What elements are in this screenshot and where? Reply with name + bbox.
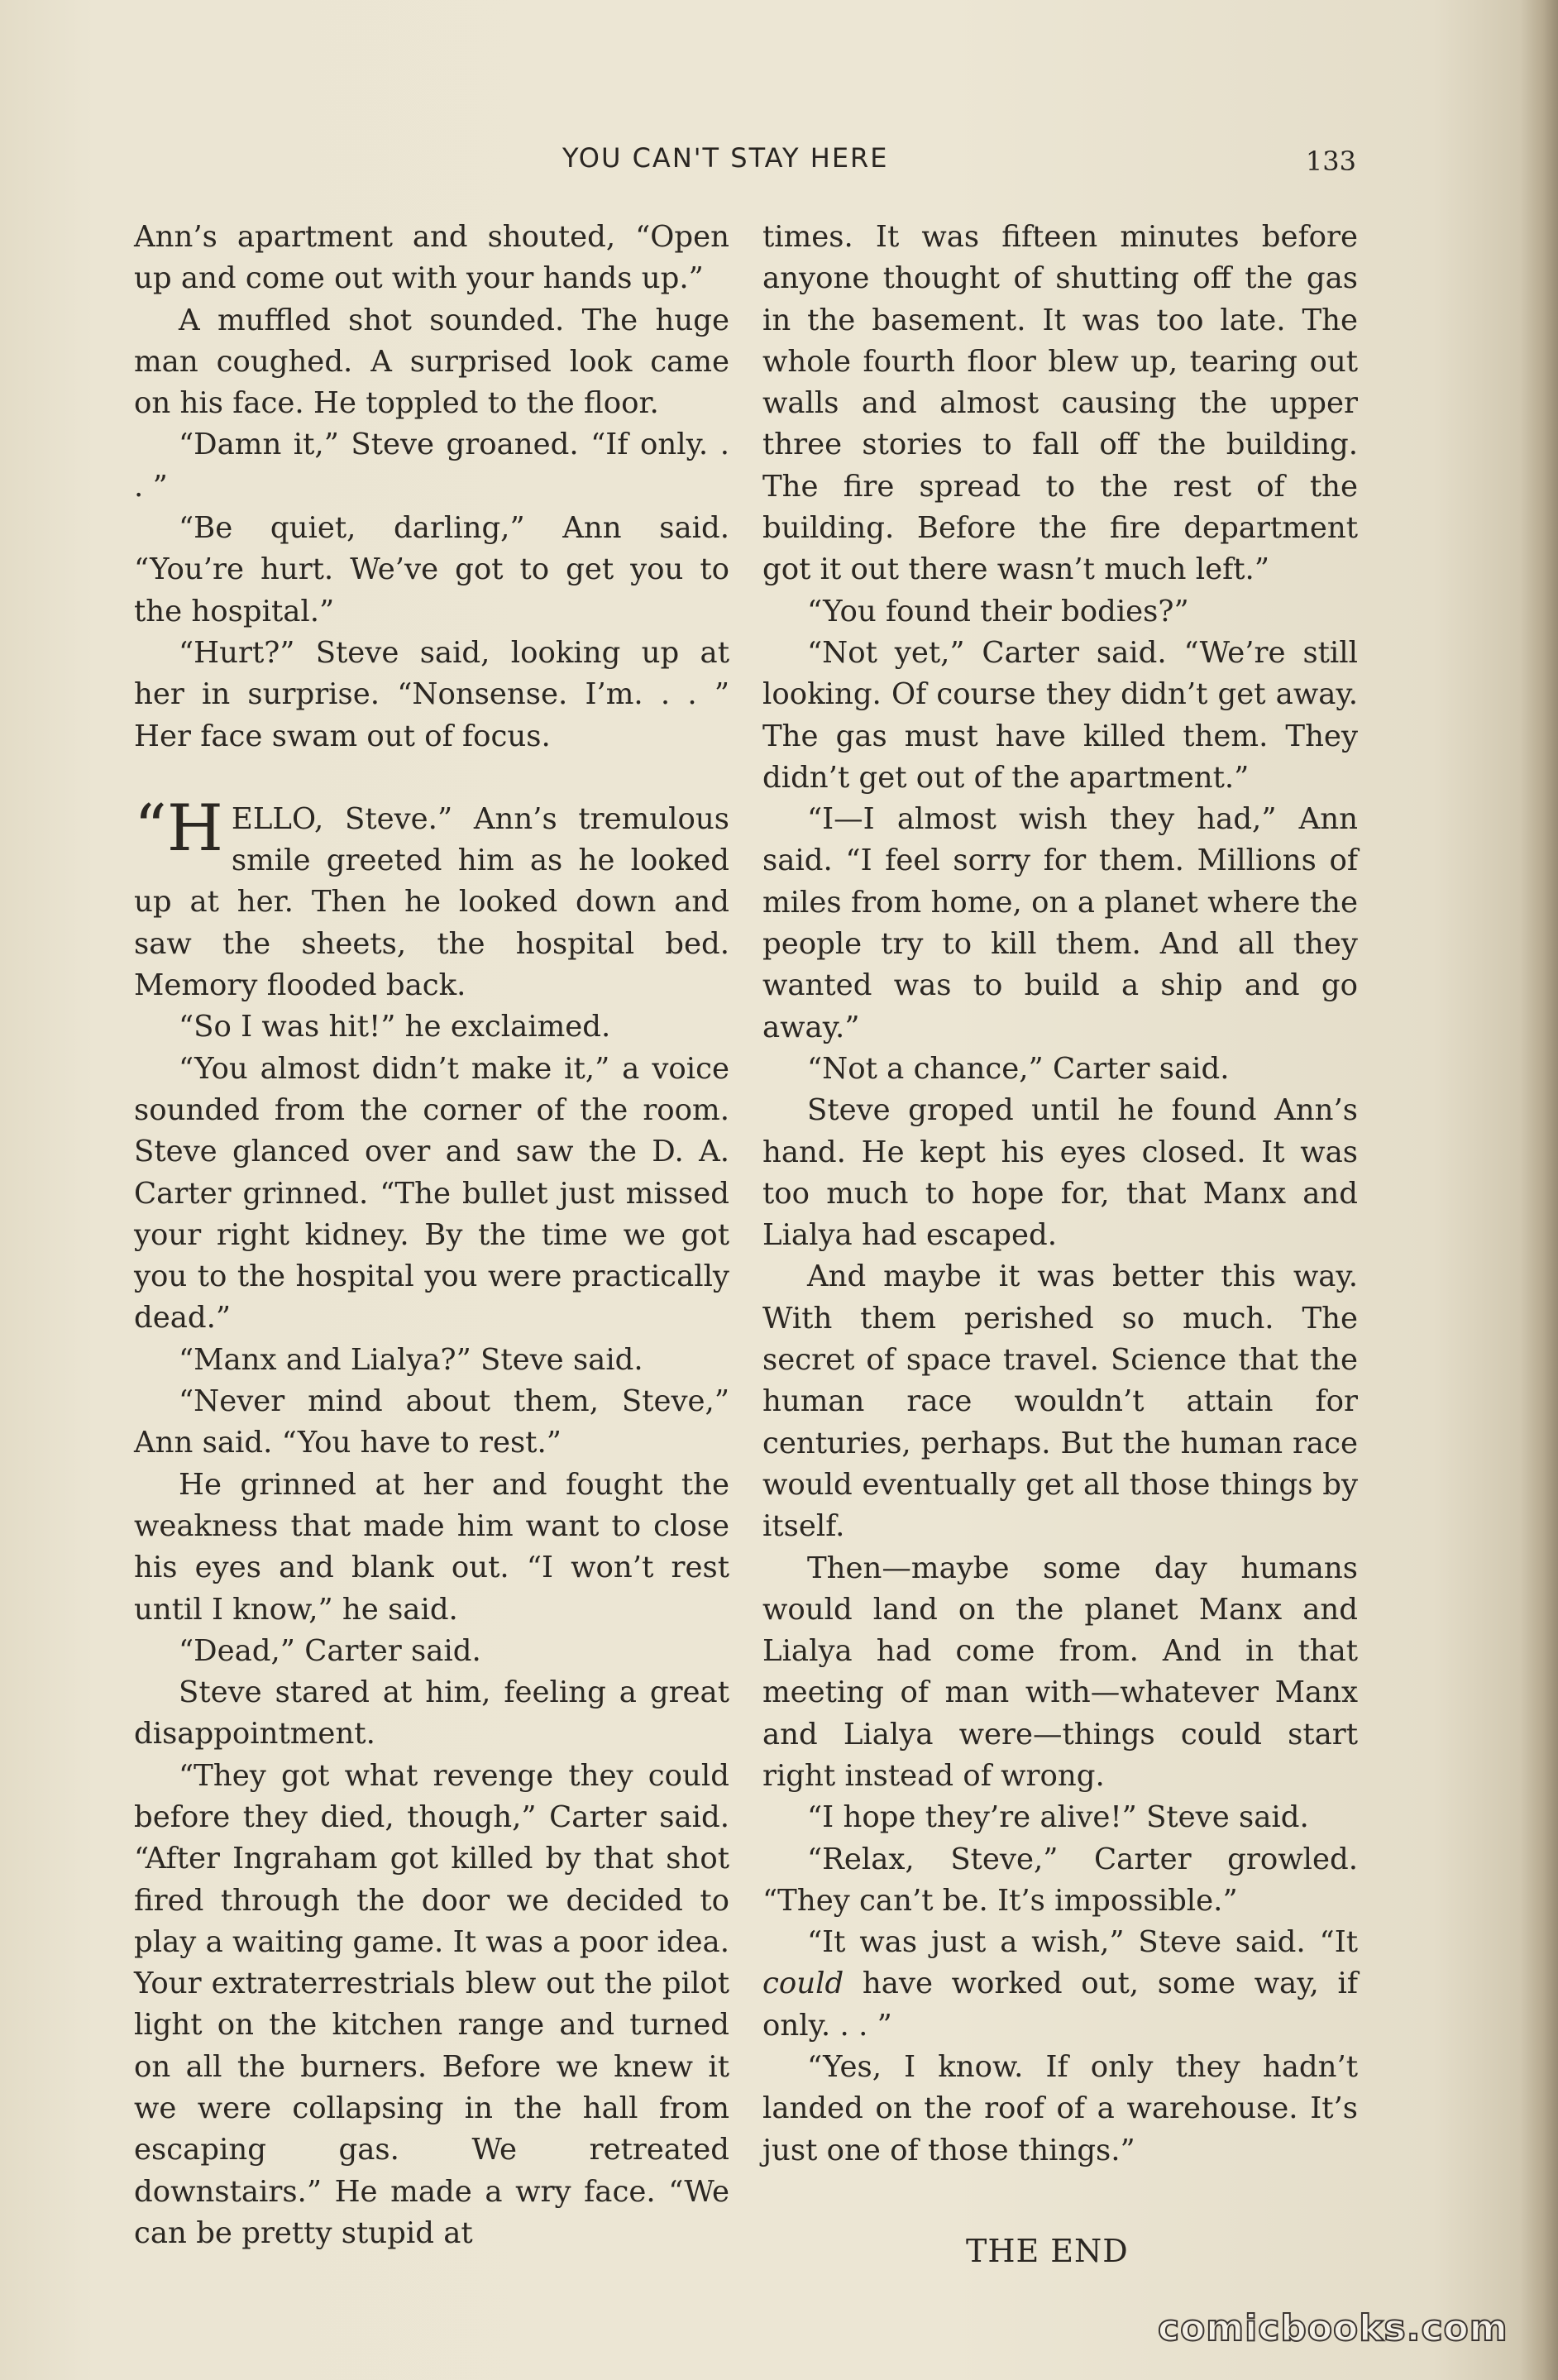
running-head: YOU CAN'T STAY HERE (562, 142, 889, 174)
paragraph: “Not yet,” Carter said. “We’re still looking. Of course they didn’t get away. The gas must have killed them. They didn’t get out of the apartment.” (762, 635, 1358, 795)
paragraph: “I hope they’re alive!” Steve said. (807, 1800, 1309, 1835)
paragraph: “Never mind about them, Steve,” Ann said. “You have to rest.” (134, 1384, 729, 1460)
page-header (132, 142, 1356, 184)
paragraph: Ann’s apartment and shouted, “Open up and come out with your hands up.” (134, 220, 729, 296)
paragraph-text: “It was just a wish,” Steve said. “It (807, 1925, 1358, 1960)
paragraph: “Damn it,” Steve groaned. “If only. . . ” (134, 428, 729, 504)
right-column (762, 217, 1358, 2172)
paragraph: “I—I almost wish they had,” Ann said. “I feel sorry for them. Millions of miles from home, on a planet where the people try to kill them. And all they wanted was to build a ship and go away.” (762, 802, 1358, 1044)
paragraph: times. It was fifteen minutes before anyone thought of shutting off the gas in the basement. It was too late. The whole fourth floor blew up, tearing out walls and almost causing the upper three stories to fall off the building. The fire spread to the rest of the building. Before the fire department got it out there wasn’t much left.” (762, 220, 1358, 587)
paragraph: “Hurt?” Steve said, looking up at her in surprise. “Nonsense. I’m. . . ” Her face swam out of focus. (134, 635, 729, 753)
the-end-label: THE END (966, 2233, 1129, 2269)
paragraph: “Yes, I know. If only they hadn’t landed on the roof of a warehouse. It’s just one of those things.” (762, 2050, 1358, 2167)
paragraph: “Relax, Steve,” Carter growled. “They can’t be. It’s impossible.” (762, 1842, 1358, 1918)
paragraph: “You found their bodies?” (807, 594, 1189, 628)
paragraph: “Not a chance,” Carter said. (807, 1051, 1230, 1086)
paragraph-text: have worked out, some way, if only. . . ” (762, 1967, 1358, 2043)
paragraph: “Dead,” Carter said. (179, 1633, 481, 1668)
left-column (134, 217, 729, 2254)
paragraph: “So I was hit!” he exclaimed. (179, 1010, 611, 1044)
page-edge-shadow (1520, 0, 1558, 2380)
paragraph: “Be quiet, darling,” Ann said. “You’re hurt. We’ve got to get you to the hospital.” (134, 511, 729, 628)
section-opening-paragraph (134, 791, 729, 1006)
paragraph-text: ELLO, Steve.” Ann’s tremulous smile greeted him as he looked up at her. Then he looked down and saw the sheets, the hospital bed. Memory flooded back. (134, 801, 729, 1003)
paragraph: Steve groped until he found Ann’s hand. He kept his eyes closed. It was too much to hope for, that Manx and Lialya had escaped. (762, 1093, 1358, 1253)
watermark-logo: comicbooks.com (1158, 2307, 1508, 2349)
paragraph (762, 1922, 1358, 2047)
paragraph: Then—maybe some day humans would land on the planet Manx and Lialya had come from. And in that meeting of man with—whatever Manx and Lialya were—things could start right instead of wrong. (762, 1551, 1358, 1793)
paragraph: “You almost didn’t make it,” a voice sounded from the corner of the room. Steve glanced over and saw the D. A. Carter grinned. “The bullet just missed your right kidney. By the time we got you to the hospital you were practically dead.” (134, 1051, 729, 1336)
paragraph: And maybe it was better this way. With them perished so much. The secret of space travel. Science that the human race wouldn’t attain for centuries, perhaps. But the human race would eventually get all those things by itself. (762, 1259, 1358, 1544)
paragraph: Steve stared at him, feeling a great disappointment. (134, 1675, 729, 1752)
page-number: 133 (1305, 146, 1356, 177)
paragraph: “Manx and Lialya?” Steve said. (179, 1342, 643, 1377)
italic-emphasis: could (762, 1967, 844, 2001)
drop-cap: “H (134, 791, 223, 866)
paragraph: “They got what revenge they could before they died, though,” Carter said. “After Ingraham got killed by that shot fired through the door we decided to play a waiting game. It was a poor idea. Your extraterrestrials blew out the pilot light on the kitchen range and turned on all the burners. Before we knew it we were collapsing in the hall from escaping gas. We retreated downstairs.” He made a wry face. “We can be pretty stupid at (134, 1758, 729, 2250)
paragraph: A muffled shot sounded. The huge man coughed. A surprised look came on his face. He toppled to the floor. (134, 303, 729, 421)
paragraph: He grinned at her and fought the weakness that made him want to close his eyes and blank out. “I won’t rest until I know,” he said. (134, 1467, 729, 1627)
